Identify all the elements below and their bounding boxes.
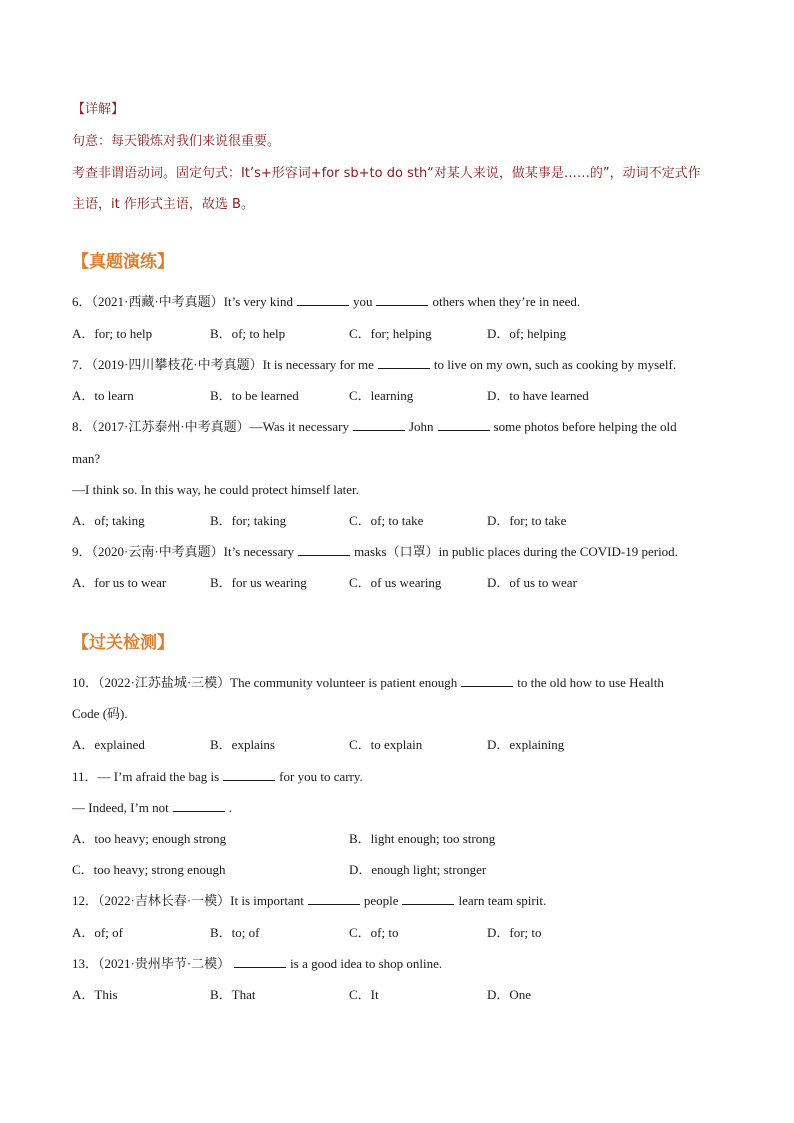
question-9-option-a: A．for us to wear: [72, 575, 167, 590]
question-6-option-a: A．for; to help: [72, 326, 153, 341]
question-6-option-c: C．for; helping: [349, 326, 432, 341]
answer-blank: [173, 799, 225, 812]
question-text: 9．（2020·云南·中考真题）It’s necessary: [72, 544, 295, 559]
question-text: 12．（2022·吉林长春·一模）It is important: [72, 893, 304, 908]
question-8-reply: —I think so. In this way, he could protect himself later.: [72, 482, 359, 497]
question-11-reply: [72, 799, 232, 817]
question-13-option-c: C．It: [349, 987, 379, 1002]
section-heading-real-exam: 【真题演练】: [72, 252, 174, 272]
question-text: masks（口罩）in public places during the COVID-19 period.: [354, 544, 678, 559]
question-11-option-c: C．too heavy; strong enough: [72, 862, 226, 877]
detail-tag: 【详解】: [72, 102, 125, 117]
question-13-option-b: B．That: [210, 987, 256, 1002]
question-8-option-d: D．for; to take: [487, 513, 567, 528]
detail-meaning: 句意：每天锻炼对我们来说很重要。: [72, 134, 281, 149]
answer-blank: [438, 418, 490, 431]
question-text: is a good idea to shop online.: [290, 956, 443, 971]
answer-blank: [353, 418, 405, 431]
question-12-option-c: C．of; to: [349, 925, 399, 940]
question-7-option-a: A．to learn: [72, 388, 134, 403]
question-12-option-d: D．for; to: [487, 925, 542, 940]
question-8-option-b: B．for; taking: [210, 513, 287, 528]
question-10-option-a: A．explained: [72, 737, 145, 752]
answer-blank: [234, 955, 286, 968]
answer-blank: [376, 293, 428, 306]
question-10-stem: [72, 674, 664, 692]
answer-blank: [223, 768, 275, 781]
question-11-option-a: A．too heavy; enough strong: [72, 831, 227, 846]
question-7-stem: [72, 356, 676, 374]
section-heading-checkpoint: 【过关检测】: [72, 633, 174, 653]
question-11-stem: [72, 768, 363, 786]
answer-blank: [402, 892, 454, 905]
question-text: 6．（2021·西藏·中考真题）It’s very kind: [72, 294, 293, 309]
question-text: 11．— I’m afraid the bag is: [72, 769, 220, 784]
question-8-stem-continued: man?: [72, 451, 101, 466]
question-12-option-a: A．of; of: [72, 925, 123, 940]
question-13-option-a: A．This: [72, 987, 118, 1002]
question-text: 7．（2019·四川攀枝花·中考真题）It is necessary for me: [72, 357, 374, 372]
detail-analysis-line-1: 考查非谓语动词。固定句式：It’s+形容词+for sb+to do sth“对某人来说，做某事是……的”，动词不定式作: [72, 166, 701, 181]
question-12-option-b: B．to; of: [210, 925, 260, 940]
question-text: some photos before helping the old: [493, 419, 677, 434]
answer-blank: [308, 892, 360, 905]
question-7-option-d: D．to have learned: [487, 388, 589, 403]
question-10-option-b: B．explains: [210, 737, 275, 752]
question-text: others when they’re in need.: [432, 294, 581, 309]
question-6-stem: [72, 293, 580, 311]
question-9-option-d: D．of us to wear: [487, 575, 577, 590]
question-13-stem: [72, 955, 442, 973]
question-9-option-c: C．of us wearing: [349, 575, 442, 590]
question-10-option-c: C．to explain: [349, 737, 423, 752]
question-text: for you to carry.: [279, 769, 363, 784]
answer-blank: [378, 356, 430, 369]
question-7-option-b: B．to be learned: [210, 388, 299, 403]
question-6-option-b: B．of; to help: [210, 326, 286, 341]
detail-analysis-line-2: 主语，it 作形式主语，故选 B。: [72, 197, 254, 212]
answer-blank: [297, 293, 349, 306]
question-10-option-d: D．explaining: [487, 737, 565, 752]
question-8-stem: [72, 418, 677, 436]
answer-blank: [461, 674, 513, 687]
question-6-option-d: D．of; helping: [487, 326, 567, 341]
question-text: people: [363, 893, 399, 908]
question-text: 8．（2017·江苏泰州·中考真题）—Was it necessary: [72, 419, 349, 434]
question-text: to the old how to use Health: [517, 675, 664, 690]
question-text: — Indeed, I’m not: [72, 800, 169, 815]
question-10-stem-continued: Code (码).: [72, 706, 128, 721]
question-text: you: [352, 294, 373, 309]
question-8-option-a: A．of; taking: [72, 513, 145, 528]
question-text: learn team spirit.: [458, 893, 547, 908]
question-12-stem: [72, 892, 546, 910]
question-text: to live on my own, such as cooking by myself.: [433, 357, 677, 372]
answer-blank: [298, 543, 350, 556]
question-8-option-c: C．of; to take: [349, 513, 424, 528]
question-7-option-c: C．learning: [349, 388, 414, 403]
question-13-option-d: D．One: [487, 987, 532, 1002]
question-11-option-d: D．enough light; stronger: [349, 862, 487, 877]
question-text: 10．（2022·江苏盐城·三模）The community volunteer is patient enough: [72, 675, 458, 690]
question-11-option-b: B．light enough; too strong: [349, 831, 496, 846]
question-text: John: [408, 419, 434, 434]
question-text: .: [228, 800, 233, 815]
question-text: 13．（2021·贵州毕节·二模）: [72, 956, 231, 971]
question-9-stem: [72, 543, 678, 561]
question-9-option-b: B．for us wearing: [210, 575, 307, 590]
